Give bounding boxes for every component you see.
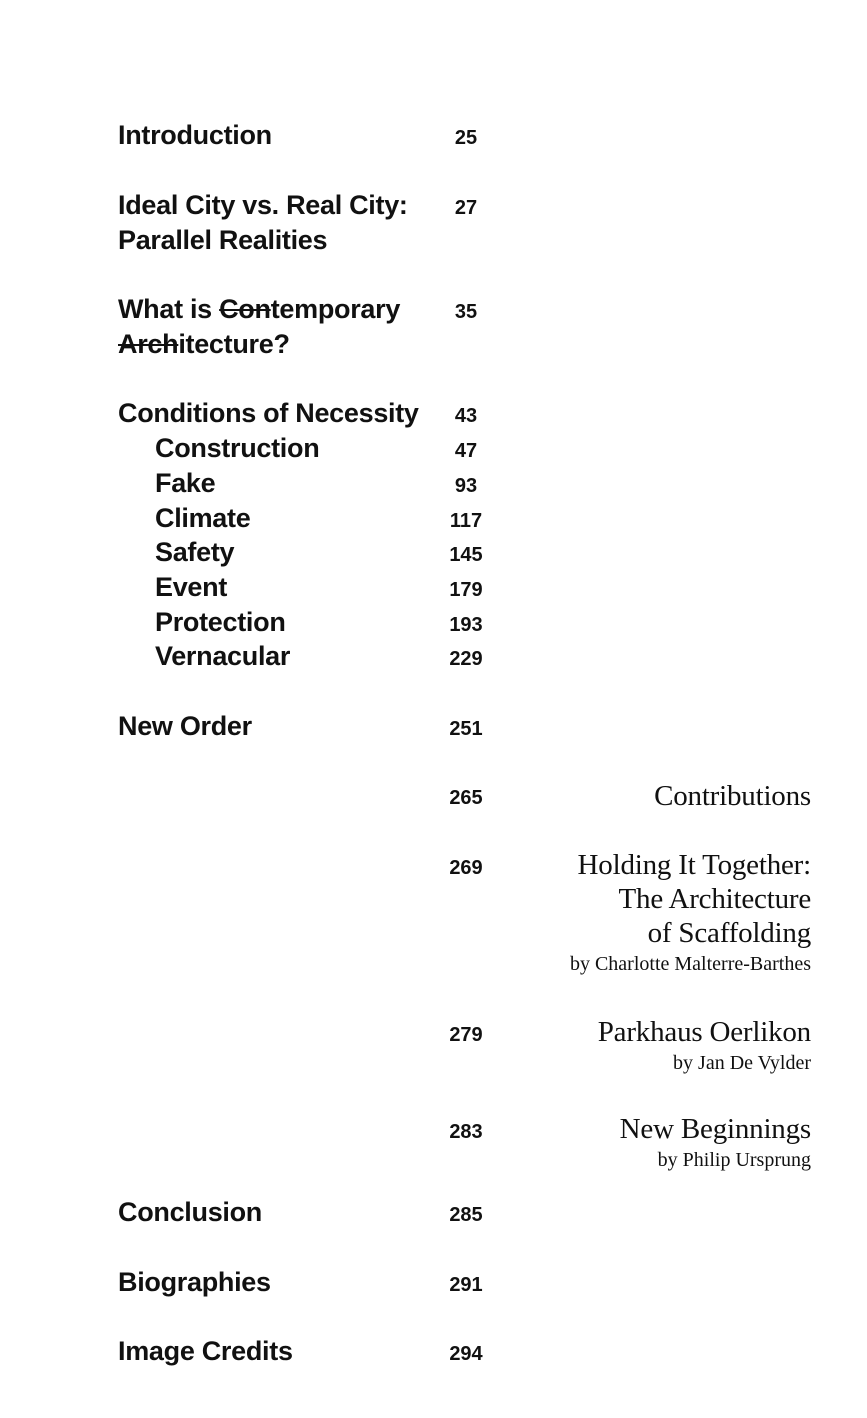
essay-title-line1: Parkhaus Oerlikon bbox=[597, 1016, 811, 1048]
page-number-protection: 193 bbox=[449, 614, 483, 636]
essay-title-line1: New Beginnings bbox=[619, 1113, 811, 1145]
toc-subentry-vernacular: Vernacular bbox=[155, 641, 291, 671]
toc-entry-contributions bbox=[654, 779, 811, 813]
page-number-new-beginnings: 283 bbox=[449, 1121, 483, 1143]
page-number-parkhaus-oerlikon: 279 bbox=[449, 1024, 483, 1046]
essay-title-line2: The Architecture bbox=[618, 883, 811, 915]
page-number-image-credits: 294 bbox=[449, 1343, 483, 1365]
toc-subentry-protection: Protection bbox=[155, 607, 286, 637]
page-number-contributions: 265 bbox=[449, 787, 483, 809]
page-number-conclusion: 285 bbox=[449, 1204, 483, 1226]
page-number-contemporary: 35 bbox=[454, 301, 478, 323]
toc-entry-ideal-city-line2: Parallel Realities bbox=[118, 225, 328, 255]
struck-text-con: Con bbox=[219, 294, 271, 324]
toc-subentry-safety: Safety bbox=[155, 537, 235, 567]
essay-author: by Charlotte Malterre-Barthes bbox=[569, 953, 811, 975]
toc-entry-biographies: Biographies bbox=[118, 1267, 271, 1297]
toc-entry-ideal-city-line1: Ideal City vs. Real City: bbox=[118, 190, 408, 220]
essay-author: by Jan De Vylder bbox=[673, 1052, 811, 1074]
page-number-biographies: 291 bbox=[449, 1274, 483, 1296]
struck-text-arch: Arch bbox=[118, 329, 179, 359]
essay-author: by Philip Ursprung bbox=[657, 1149, 811, 1171]
page-number-safety: 145 bbox=[449, 544, 483, 566]
title-lead: What is bbox=[118, 294, 220, 324]
toc-subentry-construction: Construction bbox=[155, 433, 320, 463]
toc-subentry-event: Event bbox=[155, 572, 228, 602]
page-number-conditions: 43 bbox=[454, 405, 478, 427]
page-number-ideal-city: 27 bbox=[454, 197, 478, 219]
essay-title-line3: of Scaffolding bbox=[647, 917, 811, 949]
toc-entry-introduction: Introduction bbox=[118, 120, 272, 150]
contributions-heading: Contributions bbox=[654, 780, 811, 812]
essay-title-line1: Holding It Together: bbox=[577, 849, 811, 881]
toc-entry-new-order: New Order bbox=[118, 711, 252, 741]
title-rest: temporary bbox=[270, 294, 401, 324]
toc-subentry-climate: Climate bbox=[155, 503, 251, 533]
toc-entry-contemporary-line1 bbox=[118, 292, 400, 327]
page-number-holding-it-together: 269 bbox=[449, 857, 483, 879]
page-number-vernacular: 229 bbox=[449, 648, 483, 670]
toc-entry-new-beginnings bbox=[620, 1112, 811, 1174]
toc-entry-conditions: Conditions of Necessity bbox=[118, 398, 419, 428]
page-number-fake: 93 bbox=[454, 475, 478, 497]
page-number-new-order: 251 bbox=[449, 718, 483, 740]
title-rest: itecture? bbox=[178, 329, 290, 359]
toc-entry-parkhaus-oerlikon bbox=[598, 1015, 811, 1077]
page-number-construction: 47 bbox=[454, 440, 478, 462]
page-number-event: 179 bbox=[449, 579, 483, 601]
toc-subentry-fake: Fake bbox=[155, 468, 216, 498]
toc-entry-holding-it-together bbox=[570, 848, 811, 978]
toc-entry-conclusion: Conclusion bbox=[118, 1197, 262, 1227]
toc-entry-contemporary-line2 bbox=[118, 327, 290, 362]
page-number-climate: 117 bbox=[449, 510, 483, 532]
page-number-introduction: 25 bbox=[454, 127, 478, 149]
toc-entry-image-credits: Image Credits bbox=[118, 1336, 293, 1366]
